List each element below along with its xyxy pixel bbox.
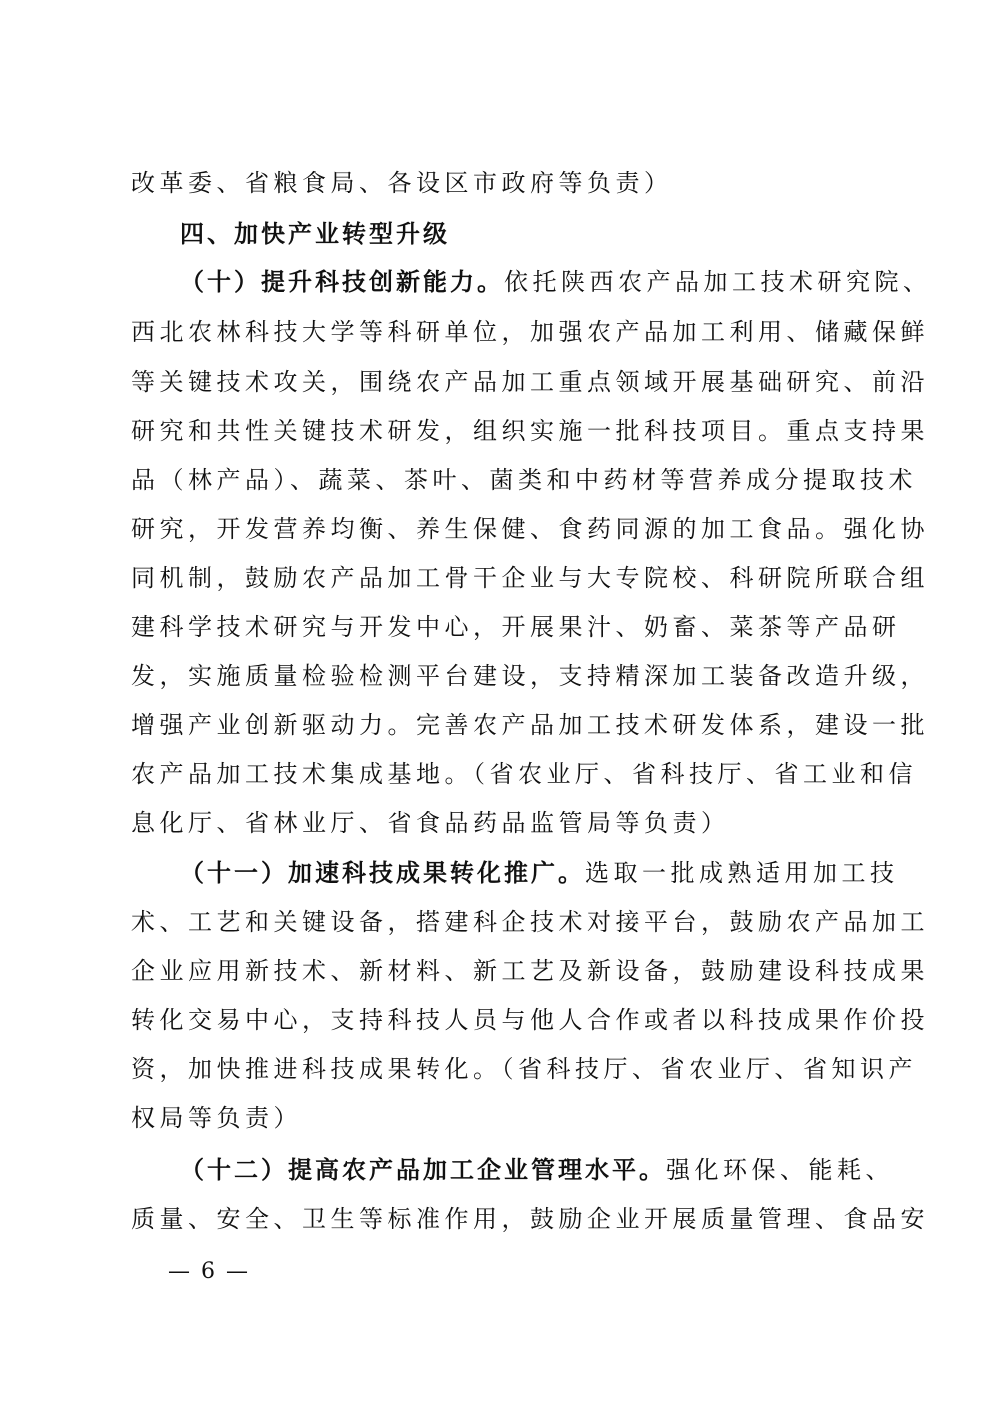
paragraph-line: 息化厅、省林业厅、省食品药品监管局等负责） — [131, 809, 730, 837]
paragraph-line — [180, 1150, 894, 1190]
paragraph-line: 农产品加工技术集成基地。（省农业厅、省科技厅、省工业和信 — [131, 760, 917, 788]
paragraph-text: 选取一批成熟适用加工技 — [585, 859, 899, 887]
paragraph-line: 等关键技术攻关，围绕农产品加工重点领域开展基础研究、前沿 — [131, 368, 929, 396]
paragraph-line — [180, 262, 932, 302]
paragraph-text: 依托陕西农产品加工技术研究院、 — [504, 268, 932, 296]
paragraph-line: 增强产业创新驱动力。完善农产品加工技术研发体系，建设一批 — [131, 711, 929, 739]
paragraph-line: 建科学技术研究与开发中心，开展果汁、奶畜、菜茶等产品研 — [131, 613, 901, 641]
item-title: （十一）加速科技成果转化推广。 — [180, 859, 585, 887]
paragraph-text: 强化环保、能耗、 — [666, 1156, 894, 1184]
paragraph-line: 发，实施质量检验检测平台建设，支持精深加工装备改造升级， — [131, 662, 929, 690]
item-title: （十二）提高农产品加工企业管理水平。 — [180, 1156, 666, 1184]
paragraph-line: 术、工艺和关键设备，搭建科企技术对接平台，鼓励农产品加工 — [131, 908, 929, 936]
paragraph-line: 研究，开发营养均衡、养生保健、食药同源的加工食品。强化协 — [131, 515, 929, 543]
paragraph-line: 企业应用新技术、新材料、新工艺及新设备，鼓励建设科技成果 — [131, 957, 929, 985]
paragraph-line: 品（林产品）、蔬菜、茶叶、菌类和中药材等营养成分提取技术 — [131, 466, 917, 494]
section-heading: 四、加快产业转型升级 — [180, 220, 450, 248]
paragraph-line: 权局等负责） — [131, 1104, 302, 1132]
paragraph-line: 西北农林科技大学等科研单位，加强农产品加工利用、储藏保鲜 — [131, 318, 929, 346]
item-title: （十）提升科技创新能力。 — [180, 268, 504, 296]
paragraph-line: 资，加快推进科技成果转化。（省科技厅、省农业厅、省知识产 — [131, 1055, 917, 1083]
paragraph-line: 研究和共性关键技术研发，组织实施一批科技项目。重点支持果 — [131, 417, 929, 445]
paragraph-line — [180, 853, 899, 893]
paragraph-line: 同机制，鼓励农产品加工骨干企业与大专院校、科研院所联合组 — [131, 564, 929, 592]
paragraph-line: 转化交易中心，支持科技人员与他人合作或者以科技成果作价投 — [131, 1006, 929, 1034]
page-number: — 6 — — [168, 1259, 250, 1284]
paragraph-line: 质量、安全、卫生等标准作用，鼓励企业开展质量管理、食品安 — [131, 1205, 929, 1233]
paragraph-line: 改革委、省粮食局、各设区市政府等负责） — [131, 169, 673, 197]
